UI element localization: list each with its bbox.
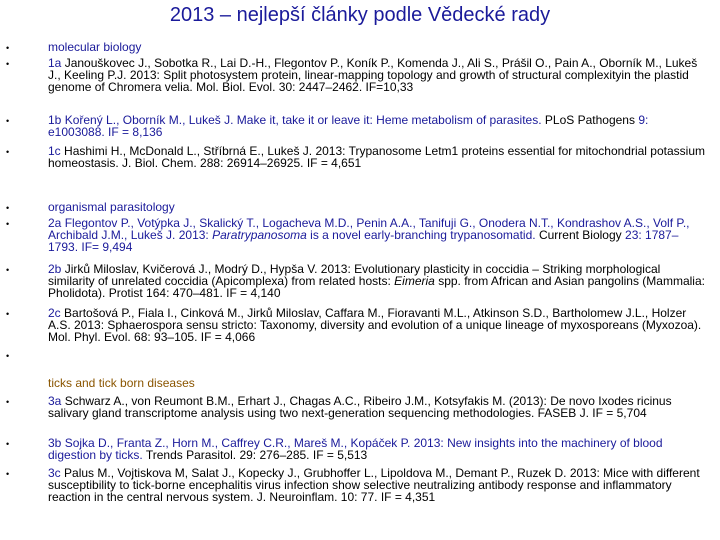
page-title: 2013 – nejlepší články podle Vědecké rady [169,4,551,26]
entry-journal: Current Biology [538,228,622,243]
entry-text: Flegontov P., Votýpka J., Skalický T., Logacheva M.D., Penin A.A., Tanifuji G., Onodera N.T., Kondrashov A.S., Volf P., Archibald J.M., Lukeš J. 2013: [48,216,690,243]
entry-3a [48,395,708,419]
entry-text: Hashimi H., McDonald L., Stříbrná E., Lukeš J. 2013: Trypanosome Letm1 proteins essential for mitochondrial potassium homeostasis. J. Biol. Chem. 288: 26914–26925. IF = 4,651 [48,144,705,171]
entry-2c [48,307,708,344]
bullet: • [6,219,10,229]
entry-1a [48,57,708,94]
entry-1b [48,114,708,138]
bullet: • [6,43,10,53]
section-heading-molecular-biology: molecular biology [48,40,142,54]
bullet: • [6,265,10,275]
bullet: • [6,309,10,319]
entry-text: spp. from African and Asian pangolins (Mammalia: Pholidota). Protist 164: 470–481. IF = 4,140 [48,274,705,301]
bullet: • [6,397,10,407]
entry-2a [48,217,708,254]
entry-label: 3c [48,466,61,480]
entry-label: 1c [48,144,61,158]
entry-journal: Trends Parasitol. [145,448,237,463]
entry-text: is a novel early-branching trypanosomatid. [310,228,536,243]
entry-italic: Paratrypanosoma [212,228,307,243]
entry-label: 3b [48,436,62,450]
entry-label: 2c [48,306,61,320]
entry-label: 2b [48,262,62,276]
entry-1c [48,145,708,169]
section-heading-organismal-parasitology: organismal parasitology [48,200,175,214]
entry-text: 23: 1787–1793. IF= 9,494 [48,228,679,255]
entry-text: Palus M., Vojtiskova M, Salat J., Kopecky J., Grubhoffer L., Lipoldova M., Demant P., Ruzek D. 2013: Mice with different susceptibility to tick-borne encephalitis virus infection show selective neutralizing antibody response and inflammatory reaction in the central nervous system. J. Neuroinflam. 10: 77. IF = 4,351 [48,466,700,505]
entry-text: 29: 276–285. IF = 5,513 [239,448,368,463]
entry-3c [48,467,708,504]
bullet: • [6,351,10,361]
bullet: • [6,203,10,213]
entry-italic: Eimeria [394,274,435,289]
entry-text: Janouškovec J., Sobotka R., Lai D.-H., Flegontov P., Koník P., Komenda J., Ali S., Prášil O., Pain A., Oborník M., Lukeš J., Keeling P.J. 2013: Split photosystem protein, linear-mapping topology and growth of structural complexityin the plastid genome of Chromera velia. Mol. Biol. Evol. 30: 2447–2462. IF=10,33 [48,56,698,95]
section-heading-ticks: ticks and tick born diseases [48,376,195,390]
entry-text: Bartošová P., Fiala I., Cinková M., Jirků Miloslav, Caffara M., Fioravanti M.L., Atkinson S.D., Bartholomew J.L., Holzer A.S. 2013: Sphaerospora sensu stricto: Taxonomy, diversity and evolution of a unique lineage of myxosporeans (Myxozoa). Mol. Phyl. Evol. 68: 93–105. IF = 4,066 [48,306,702,345]
entry-label: 1a [48,56,62,70]
entry-label: 1b [48,113,62,127]
entry-text: Sojka D., Franta Z., Horn M., Caffrey C.R., Mareš M., Kopáček P. 2013: New insights into the machinery of blood digestion by ticks. [48,436,663,463]
bullet: • [6,439,10,449]
entry-journal: PLoS Pathogens [544,113,635,127]
bullet: • [6,59,10,69]
bullet: • [6,469,10,479]
entry-3b [48,437,708,461]
entry-label: 3a [48,394,62,408]
entry-text: 9: e1003088. IF = 8,136 [48,113,649,140]
bullet: • [6,116,10,126]
entry-text: Schwarz A., von Reumont B.M., Erhart J., Chagas A.C., Ribeiro J.M., Kotsyfakis M. (2013): De novo Ixodes ricinus salivary gland transcriptome analysis using two next-generation sequencing methodologies. FASEB J. IF = 5,704 [48,394,672,421]
bullet: • [6,147,10,157]
entry-text: Jirků Miloslav, Kvičerová J., Modrý D., Hypša V. 2013: Evolutionary plasticity in coccidia – Striking morphological similarity of unrelated coccidia (Apicomplexa) from related hosts: [48,262,661,289]
entry-label: 2a [48,216,62,230]
entry-text: Kořený L., Oborník M., Lukeš J. Make it, take it or leave it: Heme metabolism of parasites. [64,113,542,127]
entry-2b [48,263,708,300]
